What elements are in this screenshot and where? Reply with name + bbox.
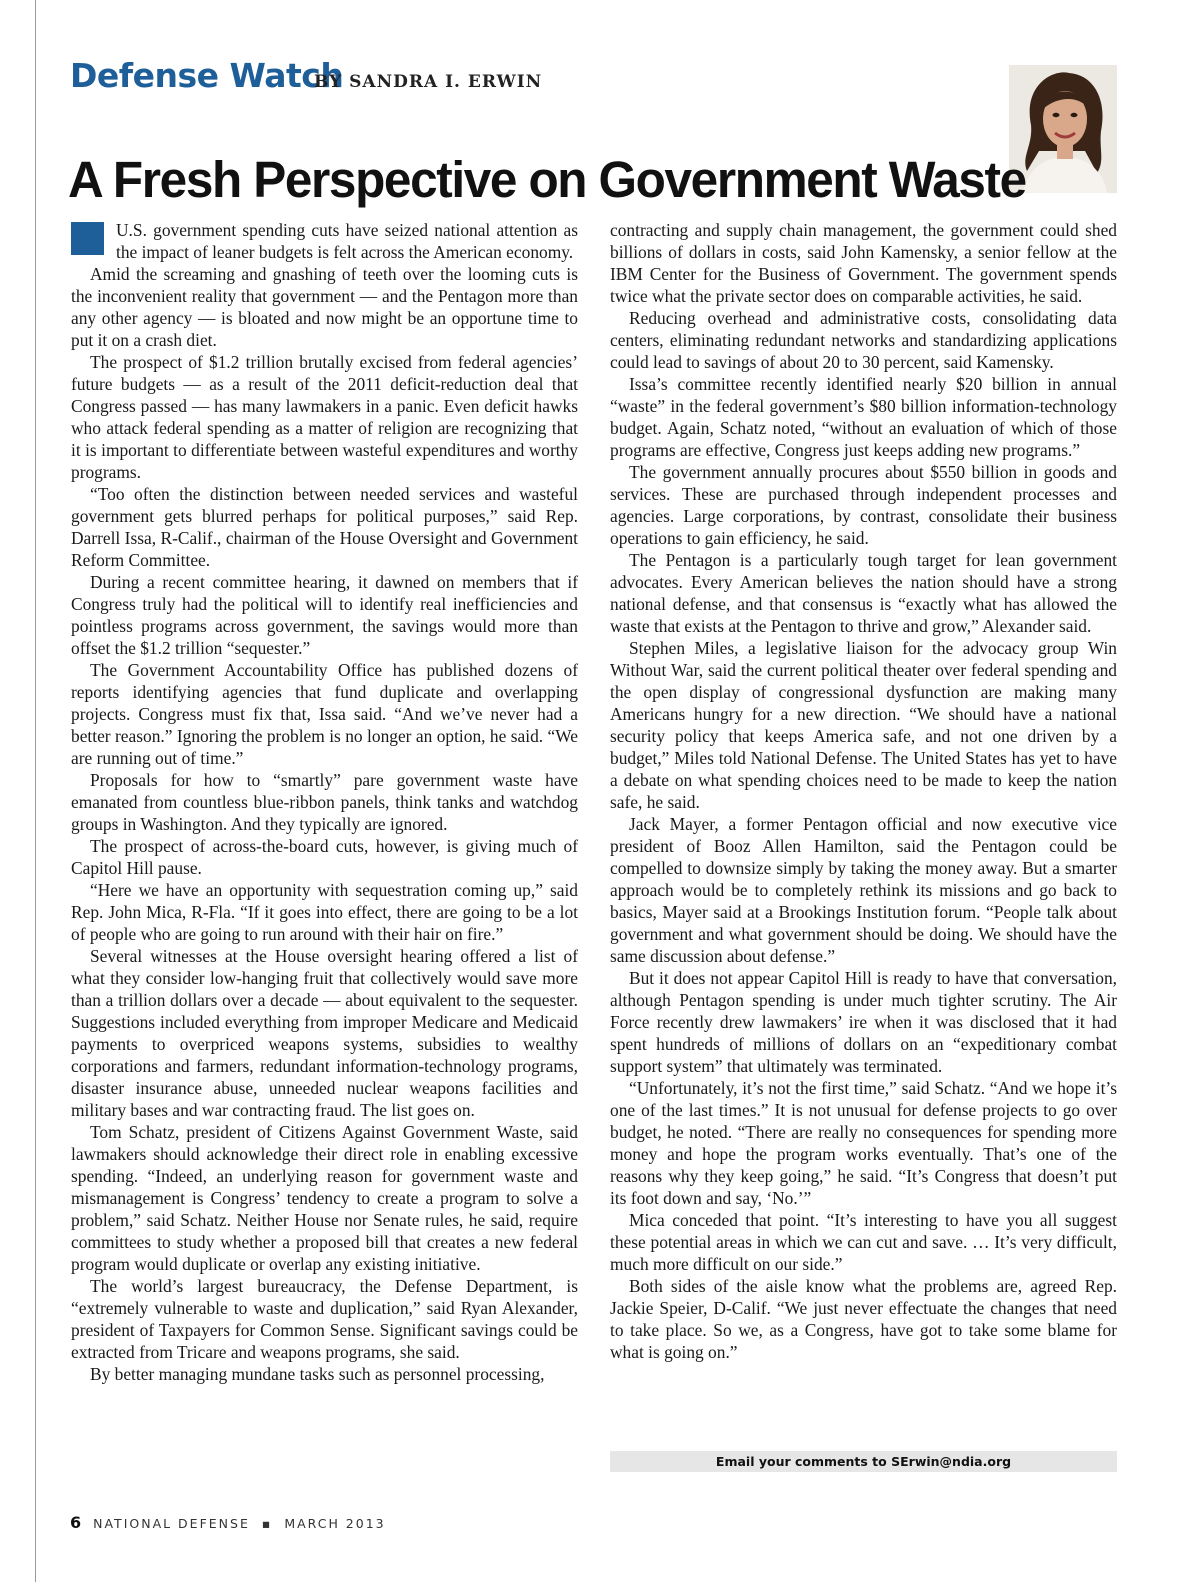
page-number: 6 [70,1513,82,1532]
drop-cap-square [71,222,104,255]
article-paragraph: The prospect of $1.2 trillion brutally excised from federal agencies’ future budgets — as a result of the 2011 deficit-reduction deal that Congress passed — has many lawmakers in a panic. Even deficit hawks who attack federal spending as a matter of religion are recognizing that it is important to differentiate between wasteful expenditures and worthy programs. [71,352,578,482]
article-paragraph: Amid the screaming and gnashing of teeth over the looming cuts is the inconvenient reality that government — and the Pentagon more than any other agency — is bloated and now might be an opportune time to put it on a crash diet. [71,264,578,350]
article-paragraph: Both sides of the aisle know what the problems are, agreed Rep. Jackie Speier, D-Calif. “We just never effectuate the changes that need to take place. So we, as a Congress, have got to take some blame for what is going on.” [610,1276,1117,1362]
article-paragraph: The world’s largest bureaucracy, the Defense Department, is “extremely vulnerable to waste and duplication,” said Ryan Alexander, president of Taxpayers for Common Sense. Significant savings could be extracted from Tricare and weapons programs, she said. [71,1276,578,1362]
article-paragraph: Mica conceded that point. “It’s interesting to have you all suggest these potential areas in which we can cut and save. … It’s very difficult, much more difficult on our side.” [610,1210,1117,1274]
article-paragraph: The government annually procures about $550 billion in goods and services. These are purchased through independent processes and agencies. Large corporations, by contrast, consolidate their business operations to gain efficiency, he said. [610,462,1117,548]
article-paragraph: By better managing mundane tasks such as personnel processing, [90,1364,545,1384]
email-address-link[interactable]: SErwin@ndia.org [891,1454,1012,1469]
article-paragraph: The prospect of across-the-board cuts, however, is giving much of Capitol Hill pause. [71,836,578,878]
page-edge-rule [35,0,36,1582]
article-paragraph: “Here we have an opportunity with sequestration coming up,” said Rep. John Mica, R-Fla. “If it goes into effect, there are going to be a lot of people who are going to run around with their hair on fire.” [71,880,578,944]
article-paragraph: “Unfortunately, it’s not the first time,” said Schatz. “And we hope it’s one of the last times.” It is not unusual for defense projects to go over budget, he noted. “There are really no consequences for spending more money and hope the program works eventually. That’s one of the reasons why they keep going,” he said. “It’s Congress that doesn’t put its foot down and say, ‘No.’” [610,1078,1117,1208]
issue-date: MARCH 2013 [284,1516,386,1531]
publication-name: NATIONAL DEFENSE [93,1516,250,1531]
article-paragraph: During a recent committee hearing, it dawned on members that if Congress truly had the political will to identify real inefficiencies and pointless programs across government, the savings would more than offset the $1.2 trillion “sequester.” [71,572,578,658]
email-prompt-text: Email your comments to [715,1454,892,1469]
byline: BY SANDRA I. ERWIN [314,72,543,92]
article-paragraph: “Too often the distinction between needed services and wasteful government gets blurred perhaps for political purposes,” said Rep. Darrell Issa, R-Calif., chairman of the House Oversight and Government Reform Committee. [71,484,578,570]
column-name: Defense Watch [70,56,344,95]
page-footer [70,1513,386,1532]
email-comments-box [610,1451,1117,1472]
article-paragraph: Stephen Miles, a legislative liaison for the advocacy group Win Without War, said the current political theater over federal spending and the open display of congressional dysfunction are making many Americans hungry for a new direction. “We should have a national security policy that keeps America safe, and not one driven by a budget,” Miles told National Defense. The United States has yet to have a debate on what spending choices need to be made to keep the nation safe, he said. [610,638,1117,812]
article-paragraph: Proposals for how to “smartly” pare government waste have emanated from countless blue-ribbon panels, think tanks and watchdog groups in Washington. And they typically are ignored. [71,770,578,834]
article-paragraph: The Pentagon is a particularly tough target for lean government advocates. Every American believes the nation should have a strong national defense, and that consensus is “exactly what has allowed the waste that exists at the Pentagon to thrive and grow,” Alexander said. [610,550,1117,636]
headline: A Fresh Perspective on Government Waste [68,151,1026,208]
article-paragraph: Several witnesses at the House oversight hearing offered a list of what they consider low-hanging fruit that collectively would save more than a trillion dollars over a decade — about equivalent to the sequester. Suggestions included everything from improper Medicare and Medicaid payments to overpriced weapons systems, subsidies to wealthy corporations and farmers, redundant information-technology programs, disaster insurance abuse, unneeded nuclear weapons facilities and military bases and war contracting fraud. The list goes on. [71,946,578,1120]
article-paragraph: Jack Mayer, a former Pentagon official and now executive vice president of Booz Allen Hamilton, said the Pentagon could be compelled to downsize simply by taking the money away. But a smarter approach would be to completely rethink its missions and go back to basics, Mayer said at a Brookings Institution forum. “People talk about government and what government should be doing. We should have the same discussion about defense.” [610,814,1117,966]
article-paragraph: Issa’s committee recently identified nearly $20 billion in annual “waste” in the federal government’s $80 billion information-technology budget. Again, Schatz noted, “without an evaluation of which of those programs are effective, Congress just keeps adding new programs.” [610,374,1117,460]
article-paragraph: But it does not appear Capitol Hill is ready to have that conversation, although Pentagon spending is under much tighter scrutiny. The Air Force recently drew lawmakers’ ire when it was disclosed that it had spent hundreds of millions of dollars on an “expeditionary combat support system” that ultimately was terminated. [610,968,1117,1076]
article-paragraph: contracting and supply chain management, the government could shed billions of dollars in costs, said John Kamensky, a senior fellow at the IBM Center for the Business of Government. The government spends twice what the private sector does on comparable activities, he said. [610,220,1117,306]
article-paragraph: U.S. government spending cuts have seized national attention as the impact of leaner budgets is felt across the American economy. [71,219,578,263]
article-column-left [71,219,578,1385]
footer-separator: ▪ [261,1516,273,1531]
article-paragraph: Tom Schatz, president of Citizens Against Government Waste, said lawmakers should acknowledge their direct role in enabling excessive spending. “Indeed, an underlying reason for government waste and mismanagement is Congress’ tendency to create a program to solve a problem,” said Schatz. Neither House nor Senate rules, he said, require committees to study whether a proposed bill that creates a new federal program would duplicate or overlap any existing initiative. [71,1122,578,1274]
article-column-right [610,219,1117,1363]
article-paragraph: Reducing overhead and administrative costs, consolidating data centers, eliminating redundant networks and standardizing applications could lead to savings of about 20 to 30 percent, said Kamensky. [610,308,1117,372]
article-paragraph: The Government Accountability Office has published dozens of reports identifying agencies that fund duplicate and overlapping projects. Congress must fix that, Issa said. “And we’ve never had a better reason.” Ignoring the problem is no longer an option, he said. “We are running out of time.” [71,660,578,768]
